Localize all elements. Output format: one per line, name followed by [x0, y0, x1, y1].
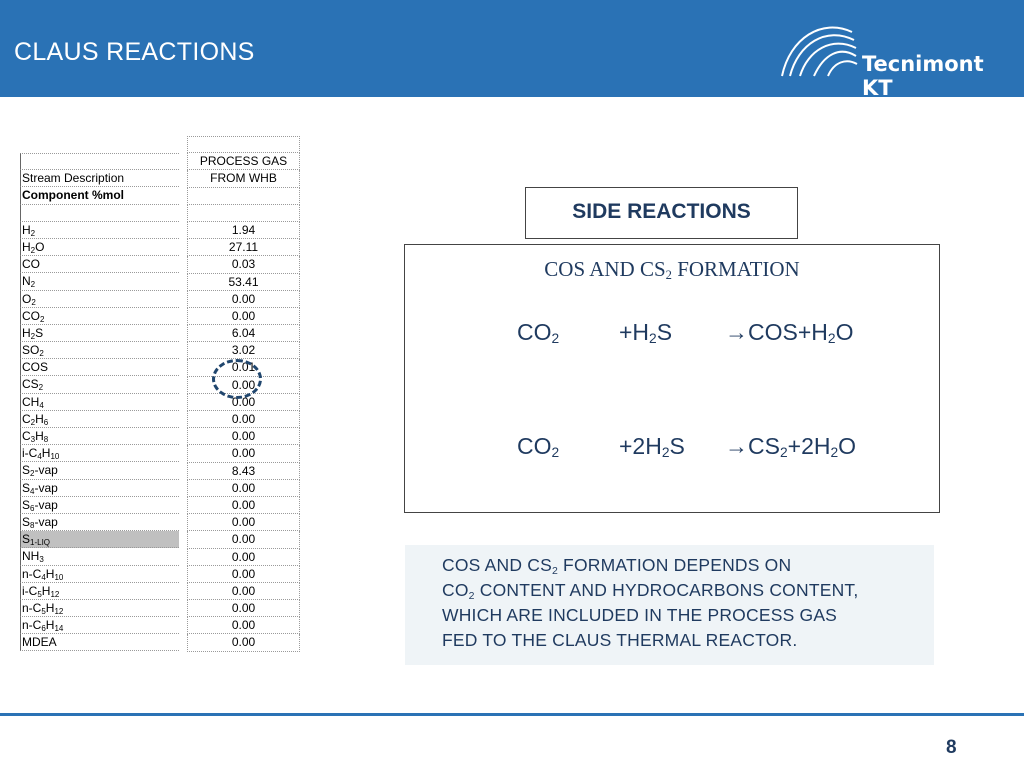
company-logo [778, 18, 1018, 100]
component-cell: $NH_3$ [20, 548, 179, 565]
value-cell: 1.94 [187, 222, 300, 239]
component-cell: $n-C_4H_{10}$ [20, 566, 179, 583]
component-cell: $H_2S$ [20, 325, 179, 342]
side-reactions-title: SIDE REACTIONS [572, 200, 751, 223]
value-cell: 0.00 [187, 428, 300, 445]
equation-2-product: $\to CS_2+2H_2O$ [725, 433, 857, 460]
note-line-2: $CO_2$ CONTENT AND HYDROCARBONS CONTENT, [442, 580, 859, 602]
value-cell: 6.04 [187, 325, 300, 342]
component-cell: $i-C_5H_{12}$ [20, 583, 179, 600]
value-cell: 53.41 [187, 274, 300, 291]
header-bar [0, 0, 1024, 100]
subtitle-part: FORMATION [671, 257, 800, 281]
component-cell: $CH_4$ [20, 394, 179, 411]
footer-divider [0, 713, 1024, 716]
logo-text: Tecnimont KT [862, 52, 984, 100]
side-reactions-box [525, 187, 798, 239]
equation-2-reactant-b: $+2H_2S$ [619, 433, 685, 460]
stream-description-label: Stream Description [20, 170, 179, 187]
blank-cell [187, 188, 300, 205]
equation-1-product: $\to COS+H_2O$ [725, 319, 854, 346]
equation-1-reactant-b: $+H_2S$ [619, 319, 673, 346]
equation-2-reactant-a: $CO_2$ [517, 433, 560, 460]
component-column [20, 153, 179, 651]
value-cell: 0.00 [187, 566, 300, 583]
component-cell: $H_2$ [20, 222, 179, 239]
component-cell: $CO_2$ [20, 308, 179, 325]
highlight-circle [212, 359, 262, 399]
component-cell: $N_2$ [20, 273, 179, 290]
component-cell: COS [20, 359, 179, 376]
logo-arcs-icon [778, 18, 862, 80]
formation-note [405, 545, 934, 665]
component-cell: $CS_2$ [20, 376, 179, 393]
component-cell: $C_2H_6$ [20, 411, 179, 428]
reaction-box [404, 244, 940, 513]
value-cell: 0.00 [187, 411, 300, 428]
note-line-3: WHICH ARE INCLUDED IN THE PROCESS GAS [442, 605, 838, 625]
value-cell: 0.00 [187, 583, 300, 600]
component-cell: $S_4$-vap [20, 480, 179, 497]
value-cell: 0.00 [187, 394, 300, 411]
component-cell: $i-C_4H_{10}$ [20, 445, 179, 462]
note-line-4: FED TO THE CLAUS THERMAL REACTOR. [442, 630, 798, 650]
blank-header-cell [187, 136, 300, 153]
blank-cell [20, 205, 179, 222]
value-cell: 0.00 [187, 549, 300, 566]
value-cell: 0.00 [187, 377, 300, 394]
subtitle-sub: 2 [665, 268, 672, 282]
value-cell: 0.00 [187, 291, 300, 308]
value-cell: 0.03 [187, 256, 300, 273]
slide-title: CLAUS REACTIONS [14, 38, 255, 66]
equation-1-reactant-a: $CO_2$ [517, 319, 560, 346]
component-cell: $SO_2$ [20, 342, 179, 359]
component-cell: $n-C_6H_{14}$ [20, 617, 179, 634]
stream-header-line2: FROM WHB [187, 170, 300, 187]
value-cell: 0.00 [187, 480, 300, 497]
value-cell: 0.00 [187, 531, 300, 548]
value-cell: 27.11 [187, 239, 300, 256]
note-text [442, 553, 932, 653]
value-cell: 0.00 [187, 600, 300, 617]
value-cell: 3.02 [187, 342, 300, 359]
value-cell: 8.43 [187, 463, 300, 480]
component-cell: $S_8$-vap [20, 514, 179, 531]
arrow-icon: → [725, 433, 748, 459]
component-cell: $O_2$ [20, 291, 179, 308]
stream-header-line1: PROCESS GAS [187, 153, 300, 170]
blank-header-cell [20, 153, 179, 170]
component-cell: $S_{1-LIQ}$ [20, 531, 179, 548]
arrow-icon: → [725, 319, 748, 345]
component-cell: $n-C_5H_{12}$ [20, 600, 179, 617]
component-cell: $C_3H_8$ [20, 428, 179, 445]
component-cell: $S_2$-vap [20, 462, 179, 479]
value-cell: 0.00 [187, 308, 300, 325]
reaction-subtitle [405, 257, 939, 282]
value-cell: 0.00 [187, 445, 300, 462]
value-cell: 0.00 [187, 497, 300, 514]
component-cell: $S_6$-vap [20, 497, 179, 514]
component-cell: $H_2O$ [20, 239, 179, 256]
value-cell: 0.01 [187, 359, 300, 376]
component-cell: MDEA [20, 634, 179, 651]
value-cell: 0.00 [187, 634, 300, 651]
value-cell: 0.00 [187, 617, 300, 634]
subtitle-part: COS AND CS [544, 257, 666, 281]
component-label: Component %mol [20, 187, 179, 204]
blank-cell [187, 205, 300, 222]
component-cell: CO [20, 256, 179, 273]
page-number: 8 [946, 737, 957, 758]
note-line-1: COS AND $CS_2$ FORMATION DEPENDS ON [442, 555, 792, 577]
value-cell: 0.00 [187, 514, 300, 531]
